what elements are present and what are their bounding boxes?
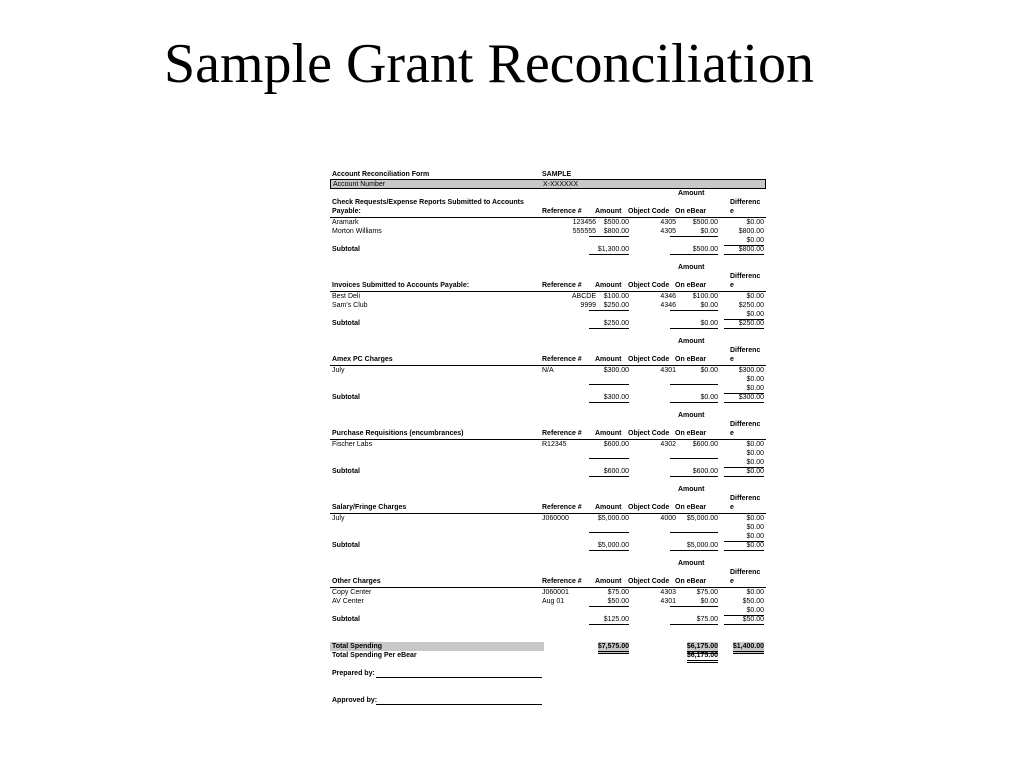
subtotal-ebear: $5,000.00 xyxy=(670,541,718,551)
column-header-reference: Reference # xyxy=(542,282,582,289)
subtotal-diff: $50.00 xyxy=(724,615,764,625)
column-header-diff-bottom: e xyxy=(730,430,734,437)
subtotal-amount: $125.00 xyxy=(589,615,629,625)
prepared-by-signature-line[interactable] xyxy=(376,669,542,678)
row-description: Sam's Club xyxy=(332,302,368,309)
row-description: July xyxy=(332,515,345,522)
column-header-object-code: Object Code xyxy=(628,578,670,585)
row-object-code: 4301 xyxy=(660,367,676,374)
column-header-amount-row xyxy=(330,189,766,198)
column-header-diff-row xyxy=(330,272,766,281)
column-header-amount-top: Amount xyxy=(678,560,705,567)
blank-amount-line xyxy=(589,532,629,533)
row-reference: R12345 xyxy=(542,441,567,448)
subtotal-ebear: $0.00 xyxy=(670,393,718,403)
section-header-row xyxy=(330,355,766,366)
row-difference: $0.00 xyxy=(724,236,764,246)
subtotal-label: Subtotal xyxy=(332,542,360,549)
column-header-diff-row xyxy=(330,198,766,207)
subtotal-label: Subtotal xyxy=(332,246,360,253)
row-amount: $600.00 xyxy=(603,441,629,448)
row-description: Fischer Labs xyxy=(332,441,373,448)
row-object-code: 4303 xyxy=(660,589,676,596)
row-difference: $0.00 xyxy=(724,310,764,320)
row-difference: $0.00 xyxy=(746,219,764,226)
slide-title: Sample Grant Reconciliation xyxy=(164,33,815,95)
subtotal-diff: $300.00 xyxy=(724,393,764,403)
subtotal-label: Subtotal xyxy=(332,320,360,327)
blank-ebear-line xyxy=(670,384,718,385)
column-header-object-code: Object Code xyxy=(628,282,670,289)
row-amount: $500.00 xyxy=(603,219,629,226)
subtotal-row xyxy=(330,541,766,550)
table-row xyxy=(330,514,766,523)
form-title-row xyxy=(330,170,766,179)
section xyxy=(330,189,766,254)
table-row xyxy=(330,588,766,597)
row-difference: $300.00 xyxy=(738,367,764,374)
subtotal-label: Subtotal xyxy=(332,394,360,401)
table-row xyxy=(330,301,766,310)
approved-by-row xyxy=(330,696,766,705)
table-row-extra xyxy=(330,384,766,393)
row-object-code: 4305 xyxy=(660,228,676,235)
subtotal-amount: $5,000.00 xyxy=(589,541,629,551)
section-title-line: Other Charges xyxy=(332,578,381,585)
row-on-ebear: $0.00 xyxy=(700,598,718,605)
subtotal-row xyxy=(330,393,766,402)
row-object-code: 4301 xyxy=(660,598,676,605)
subtotal-amount: $1,300.00 xyxy=(589,245,629,255)
table-row xyxy=(330,366,766,375)
row-description: Aramark xyxy=(332,219,359,226)
blank-amount-line xyxy=(589,606,629,607)
row-on-ebear: $0.00 xyxy=(700,302,718,309)
reconciliation-form xyxy=(330,170,766,705)
row-reference: J060001 xyxy=(542,589,569,596)
subtotal-ebear: $0.00 xyxy=(670,319,718,329)
row-difference: $0.00 xyxy=(724,384,764,394)
column-header-amount: Amount xyxy=(595,430,622,437)
row-description: Best Deli xyxy=(332,293,361,300)
sample-label: SAMPLE xyxy=(542,171,572,178)
column-header-amount-row xyxy=(330,559,766,568)
subtotal-row xyxy=(330,319,766,328)
row-on-ebear: $100.00 xyxy=(692,293,718,300)
column-header-diff-row xyxy=(330,346,766,355)
column-header-reference: Reference # xyxy=(542,356,582,363)
form-title: Account Reconciliation Form xyxy=(332,171,430,178)
table-row-extra xyxy=(330,458,766,467)
section-header-row xyxy=(330,281,766,292)
column-header-diff-row xyxy=(330,420,766,429)
column-header-diff-top: Differenc xyxy=(730,495,761,502)
blank-ebear-line xyxy=(670,458,718,459)
row-reference: Aug 01 xyxy=(542,598,565,605)
column-header-amount-top: Amount xyxy=(678,486,705,493)
column-header-diff-top: Differenc xyxy=(730,273,761,280)
column-header-amount-top: Amount xyxy=(678,264,705,271)
column-header-amount: Amount xyxy=(595,208,622,215)
column-header-diff-top: Differenc xyxy=(730,347,761,354)
subtotal-amount: $600.00 xyxy=(589,467,629,477)
row-reference: ABCDE xyxy=(571,293,596,300)
column-header-on-ebear: On eBear xyxy=(675,282,707,289)
row-amount: $75.00 xyxy=(607,589,629,596)
subtotal-row xyxy=(330,245,766,254)
blank-amount-line xyxy=(589,236,629,237)
column-header-amount: Amount xyxy=(595,504,622,511)
section-title-line: Amex PC Charges xyxy=(332,356,393,363)
account-number-label: Account Number xyxy=(333,181,386,188)
column-header-object-code: Object Code xyxy=(628,356,670,363)
column-header-diff-top: Differenc xyxy=(730,569,761,576)
column-header-on-ebear: On eBear xyxy=(675,504,707,511)
column-header-diff-bottom: e xyxy=(730,208,734,215)
total-spending-amount: $7,575.00 xyxy=(598,642,629,654)
row-difference: $0.00 xyxy=(746,376,764,383)
row-object-code: 4000 xyxy=(660,515,676,522)
prepared-by-label: Prepared by: xyxy=(332,670,375,677)
column-header-amount-row xyxy=(330,263,766,272)
total-per-ebear-label: Total Spending Per eBear xyxy=(332,652,417,659)
column-header-diff-top: Differenc xyxy=(730,199,761,206)
row-difference: $0.00 xyxy=(724,532,764,542)
table-row-extra xyxy=(330,375,766,384)
column-header-reference: Reference # xyxy=(542,430,582,437)
column-header-object-code: Object Code xyxy=(628,430,670,437)
row-description: Copy Center xyxy=(332,589,372,596)
blank-ebear-line xyxy=(670,532,718,533)
subtotal-row xyxy=(330,615,766,624)
row-difference: $0.00 xyxy=(724,458,764,468)
section-header-row xyxy=(330,503,766,514)
total-spending-label: Total Spending xyxy=(330,642,544,651)
subtotal-diff: $0.00 xyxy=(724,541,764,551)
column-header-diff-row xyxy=(330,494,766,503)
subtotal-ebear: $500.00 xyxy=(670,245,718,255)
subtotal-diff: $800.00 xyxy=(724,245,764,255)
column-header-diff-bottom: e xyxy=(730,578,734,585)
column-header-object-code: Object Code xyxy=(628,504,670,511)
section-header-row xyxy=(330,577,766,588)
subtotal-amount: $250.00 xyxy=(589,319,629,329)
table-row xyxy=(330,440,766,449)
column-header-diff-bottom: e xyxy=(730,356,734,363)
row-amount: $5,000.00 xyxy=(597,515,629,522)
blank-ebear-line xyxy=(670,310,718,311)
column-header-amount-top: Amount xyxy=(678,412,705,419)
table-row xyxy=(330,227,766,236)
approved-by-signature-line[interactable] xyxy=(376,696,542,705)
column-header-amount-row xyxy=(330,411,766,420)
row-object-code: 4346 xyxy=(660,293,676,300)
account-number-row xyxy=(330,179,766,189)
section-title-line: Payable: xyxy=(332,208,361,215)
row-on-ebear: $0.00 xyxy=(700,367,718,374)
column-header-amount: Amount xyxy=(595,578,622,585)
blank-amount-line xyxy=(589,384,629,385)
blank-amount-line xyxy=(589,458,629,459)
column-header-reference: Reference # xyxy=(542,578,582,585)
row-object-code: 4302 xyxy=(660,441,676,448)
column-header-diff-bottom: e xyxy=(730,282,734,289)
table-row-extra xyxy=(330,449,766,458)
row-difference: $0.00 xyxy=(746,441,764,448)
account-number-value: X-XXXXXX xyxy=(543,181,579,188)
row-reference: N/A xyxy=(542,367,554,374)
subtotal-diff: $250.00 xyxy=(724,319,764,329)
section xyxy=(330,550,766,624)
blank-ebear-line xyxy=(670,236,718,237)
column-header-on-ebear: On eBear xyxy=(675,430,707,437)
row-difference: $0.00 xyxy=(746,524,764,531)
row-on-ebear: $0.00 xyxy=(700,228,718,235)
row-on-ebear: $600.00 xyxy=(692,441,718,448)
section xyxy=(330,328,766,402)
section-title-line: Invoices Submitted to Accounts Payable: xyxy=(332,282,470,289)
blank-amount-line xyxy=(589,310,629,311)
column-header-on-ebear: On eBear xyxy=(675,578,707,585)
column-header-reference: Reference # xyxy=(542,208,582,215)
column-header-reference: Reference # xyxy=(542,504,582,511)
row-on-ebear: $5,000.00 xyxy=(686,515,718,522)
row-amount: $50.00 xyxy=(607,598,629,605)
total-per-ebear-value: $6,175.00 xyxy=(687,651,718,663)
column-header-amount-top: Amount xyxy=(678,338,705,345)
column-header-diff-row xyxy=(330,568,766,577)
subtotal-label: Subtotal xyxy=(332,616,360,623)
section-header-row xyxy=(330,207,766,218)
row-difference: $800.00 xyxy=(738,228,764,235)
row-amount: $800.00 xyxy=(603,228,629,235)
table-row xyxy=(330,597,766,606)
row-difference: $50.00 xyxy=(742,598,764,605)
section xyxy=(330,476,766,550)
row-reference: 123456 xyxy=(572,219,596,226)
column-header-on-ebear: On eBear xyxy=(675,208,707,215)
section xyxy=(330,254,766,328)
table-row-extra xyxy=(330,532,766,541)
row-object-code: 4305 xyxy=(660,219,676,226)
subtotal-ebear: $75.00 xyxy=(670,615,718,625)
row-difference: $0.00 xyxy=(746,589,764,596)
row-reference: 555555 xyxy=(572,228,596,235)
column-header-diff-bottom: e xyxy=(730,504,734,511)
column-header-amount: Amount xyxy=(595,282,622,289)
row-amount: $250.00 xyxy=(603,302,629,309)
subtotal-label: Subtotal xyxy=(332,468,360,475)
column-header-amount-top: Amount xyxy=(678,190,705,197)
column-header-amount-row xyxy=(330,337,766,346)
table-row-extra xyxy=(330,310,766,319)
table-row-extra xyxy=(330,606,766,615)
total-spending-diff: $1,400.00 xyxy=(733,642,764,654)
row-description: July xyxy=(332,367,345,374)
row-reference: J060000 xyxy=(542,515,569,522)
blank-ebear-line xyxy=(670,606,718,607)
subtotal-ebear: $600.00 xyxy=(670,467,718,477)
table-row-extra xyxy=(330,236,766,245)
row-object-code: 4346 xyxy=(660,302,676,309)
total-per-ebear-row xyxy=(330,651,766,660)
subtotal-diff: $0.00 xyxy=(724,467,764,477)
section-title-line: Purchase Requisitions (encumbrances) xyxy=(332,430,464,437)
section-title: Check Requests/Expense Reports Submitted to Accounts xyxy=(332,199,524,206)
table-row xyxy=(330,292,766,301)
row-amount: $300.00 xyxy=(603,367,629,374)
prepared-by-row xyxy=(330,669,766,678)
sections xyxy=(330,189,766,624)
row-difference: $0.00 xyxy=(746,515,764,522)
section-header-row xyxy=(330,429,766,440)
row-difference: $0.00 xyxy=(746,450,764,457)
subtotal-amount: $300.00 xyxy=(589,393,629,403)
row-on-ebear: $500.00 xyxy=(692,219,718,226)
row-description: AV Center xyxy=(332,598,364,605)
column-header-on-ebear: On eBear xyxy=(675,356,707,363)
table-row xyxy=(330,218,766,227)
row-description: Morton Williams xyxy=(332,228,382,235)
column-header-diff-top: Differenc xyxy=(730,421,761,428)
total-spending-ebear: $6,175.00 xyxy=(687,642,718,654)
column-header-object-code: Object Code xyxy=(628,208,670,215)
row-difference: $250.00 xyxy=(738,302,764,309)
row-difference: $0.00 xyxy=(746,293,764,300)
row-amount: $100.00 xyxy=(603,293,629,300)
table-row-extra xyxy=(330,523,766,532)
row-difference: $0.00 xyxy=(724,606,764,616)
row-on-ebear: $75.00 xyxy=(696,589,718,596)
section xyxy=(330,402,766,476)
section-title-line: Salary/Fringe Charges xyxy=(332,504,407,511)
row-reference: 9999 xyxy=(580,302,596,309)
approved-by-label: Approved by: xyxy=(332,697,378,704)
total-spending-row xyxy=(330,642,766,651)
column-header-amount: Amount xyxy=(595,356,622,363)
column-header-amount-row xyxy=(330,485,766,494)
subtotal-row xyxy=(330,467,766,476)
